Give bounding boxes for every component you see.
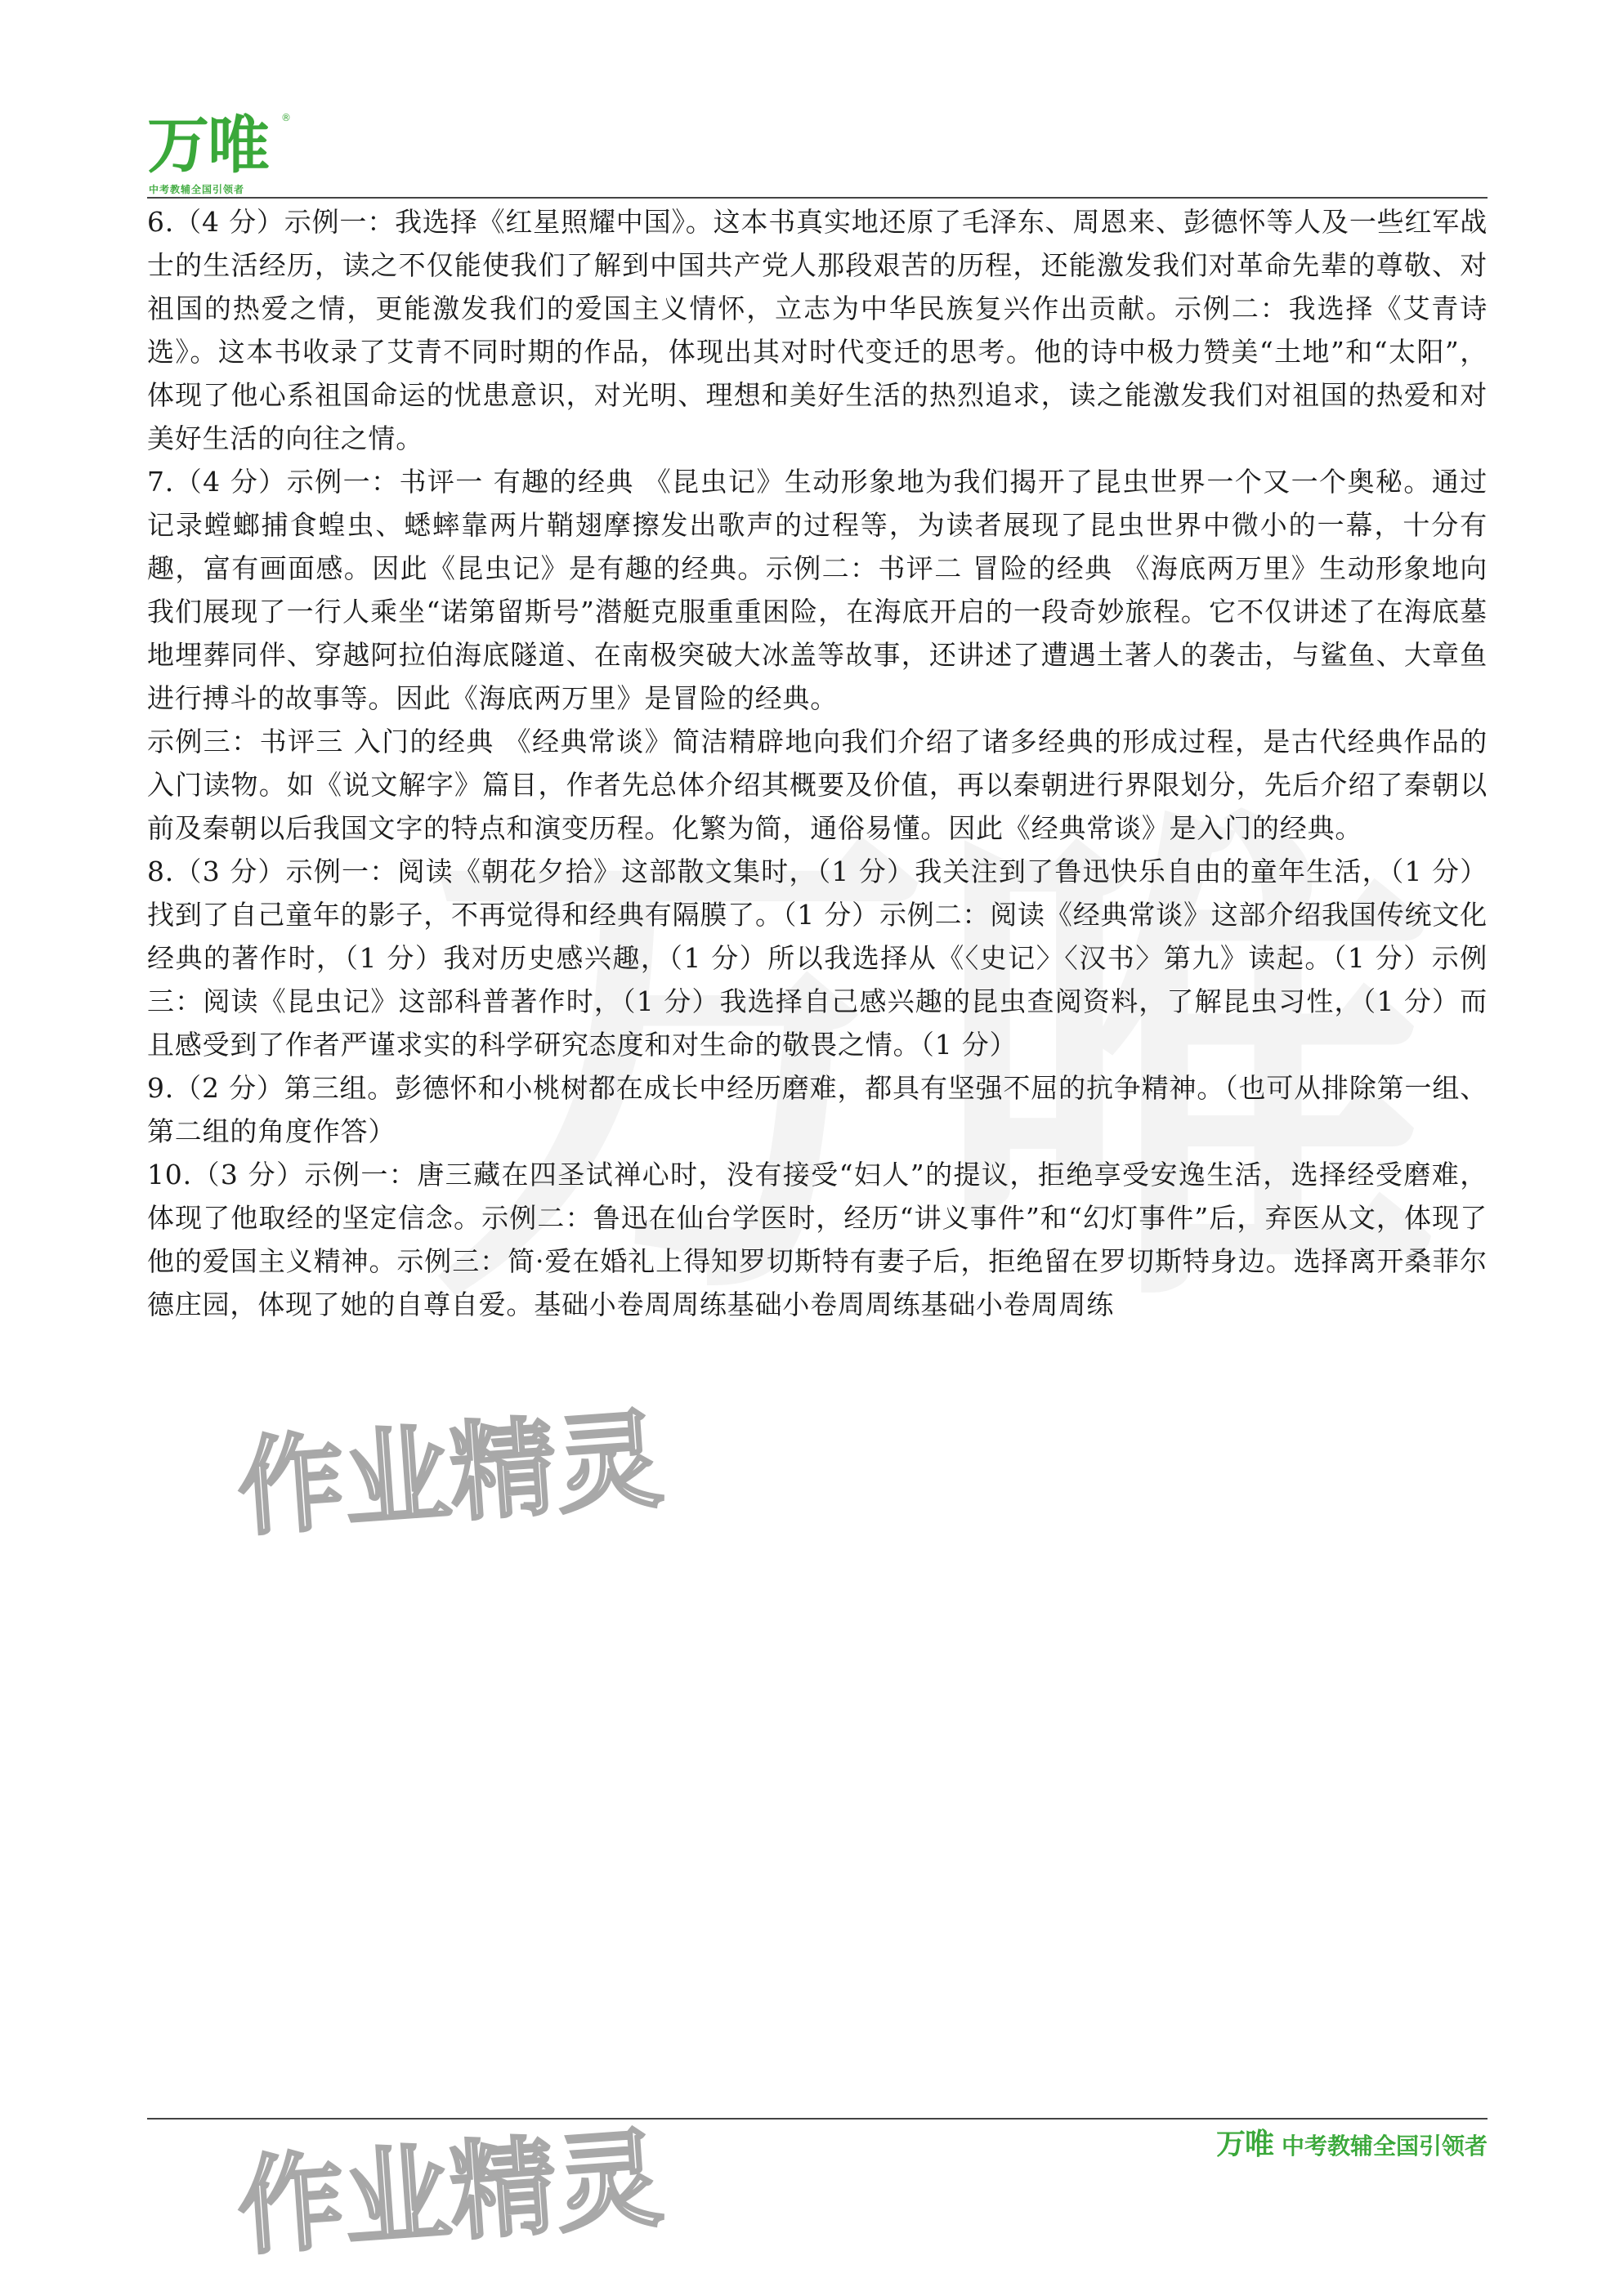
answer-paragraph-6: 6.（4 分）示例一：我选择《红星照耀中国》。这本书真实地还原了毛泽东、周恩来、彭德怀等人及一些红军战士的生活经历，读之不仅能使我们了解到中国共产党人那段艰苦的历程，还能激发我们对革命先辈的尊敬、对祖国的热爱之情，更能激发我们的爱国主义情怀，立志为中华民族复兴作出贡献。示例二：我选择《艾青诗选》。这本书收录了艾青不同时期的作品，体现出其对时代变迁的思考。他的诗中极力赞美“土地”和“太阳”，体现了他心系祖国命运的忧患意识，对光明、理想和美好生活的热烈追求，读之能激发我们对祖国的热爱和对美好生活的向往之情。 xyxy=(147,206,1488,454)
footer-brand xyxy=(1216,2121,1488,2163)
answer-paragraph-7: 7.（4 分）示例一：书评一 有趣的经典 《昆虫记》生动形象地为我们揭开了昆虫世界一个又一个奥秘。通过记录螳螂捕食蝗虫、蟋蟀靠两片鞘翅摩擦发出歌声的过程等，为读者展现了昆虫世界中微小的一幕，十分有趣，富有画面感。因此《昆虫记》是有趣的经典。示例二：书评二 冒险的经典 《海底两万里》生动形象地向我们展现了一行人乘坐“诺第留斯号”潜艇克服重重困险，在海底开启的一段奇妙旅程。它不仅讲述了在海底墓地埋葬同伴、穿越阿拉伯海底隧道、在南极突破大冰盖等故事，还讲述了遭遇土著人的袭击，与鲨鱼、大章鱼进行搏斗的故事等。因此《海底两万里》是冒险的经典。 xyxy=(147,466,1488,714)
footer-slogan: 中考教辅全国引领者 xyxy=(1281,2133,1488,2160)
brand-logo-text: 万唯 xyxy=(147,109,268,181)
brand-logo-subtitle: 中考教辅全国引领者 xyxy=(149,184,245,195)
answer-content xyxy=(147,200,1488,1326)
watermark-stamp-bottom: 作业精灵 xyxy=(234,2116,667,2270)
registered-mark: ® xyxy=(281,112,291,123)
brand-logo xyxy=(147,110,302,196)
footer-divider xyxy=(147,2118,1488,2120)
watermark-stamp-top: 作业精灵 xyxy=(234,1397,667,1551)
header-divider xyxy=(147,197,1488,199)
answer-paragraph-7-example-3: 示例三：书评三 入门的经典 《经典常谈》简洁精辟地向我们介绍了诸多经典的形成过程，是古代经典作品的入门读物。如《说文解字》篇目，作者先总体介绍其概要及价值，再以秦朝进行界限划分，先后介绍了秦朝以前及秦朝以后我国文字的特点和演变历程。化繁为简，通俗易懂。因此《经典常谈》是入门的经典。 xyxy=(147,726,1488,844)
answer-paragraph-9: 9.（2 分）第三组。彭德怀和小桃树都在成长中经历磨难，都具有坚强不屈的抗争精神。（也可从排除第一组、第二组的角度作答） xyxy=(147,1072,1488,1147)
answer-paragraph-10: 10.（3 分）示例一：唐三藏在四圣试禅心时，没有接受“妇人”的提议，拒绝享受安逸生活，选择经受磨难，体现了他取经的坚定信念。示例二：鲁迅在仙台学医时，经历“讲义事件”和“幻灯事件”后，弃医从文，体现了他的爱国主义精神。示例三：简·爱在婚礼上得知罗切斯特有妻子后，拒绝留在罗切斯特身边。选择离开桑菲尔德庄园，体现了她的自尊自爱。基础小卷周周练基础小卷周周练基础小卷周周练 xyxy=(147,1159,1488,1320)
footer-logo-text: 万唯 xyxy=(1215,2128,1273,2161)
page-header xyxy=(147,110,1488,200)
answer-paragraph-8: 8.（3 分）示例一：阅读《朝花夕拾》这部散文集时，（1 分）我关注到了鲁迅快乐自由的童年生活，（1 分）找到了自己童年的影子，不再觉得和经典有隔膜了。（1 分）示例二：阅读《经典常谈》这部介绍我国传统文化经典的著作时，（1 分）我对历史感兴趣，（1 分）所以我选择从《〈史记〉〈汉书〉第九》读起。（1 分）示例三：阅读《昆虫记》这部科普著作时，（1 分）我选择自己感兴趣的昆虫查阅资料，了解昆虫习性，（1 分）而且感受到了作者严谨求实的科学研究态度和对生命的敬畏之情。（1 分） xyxy=(147,855,1488,1061)
